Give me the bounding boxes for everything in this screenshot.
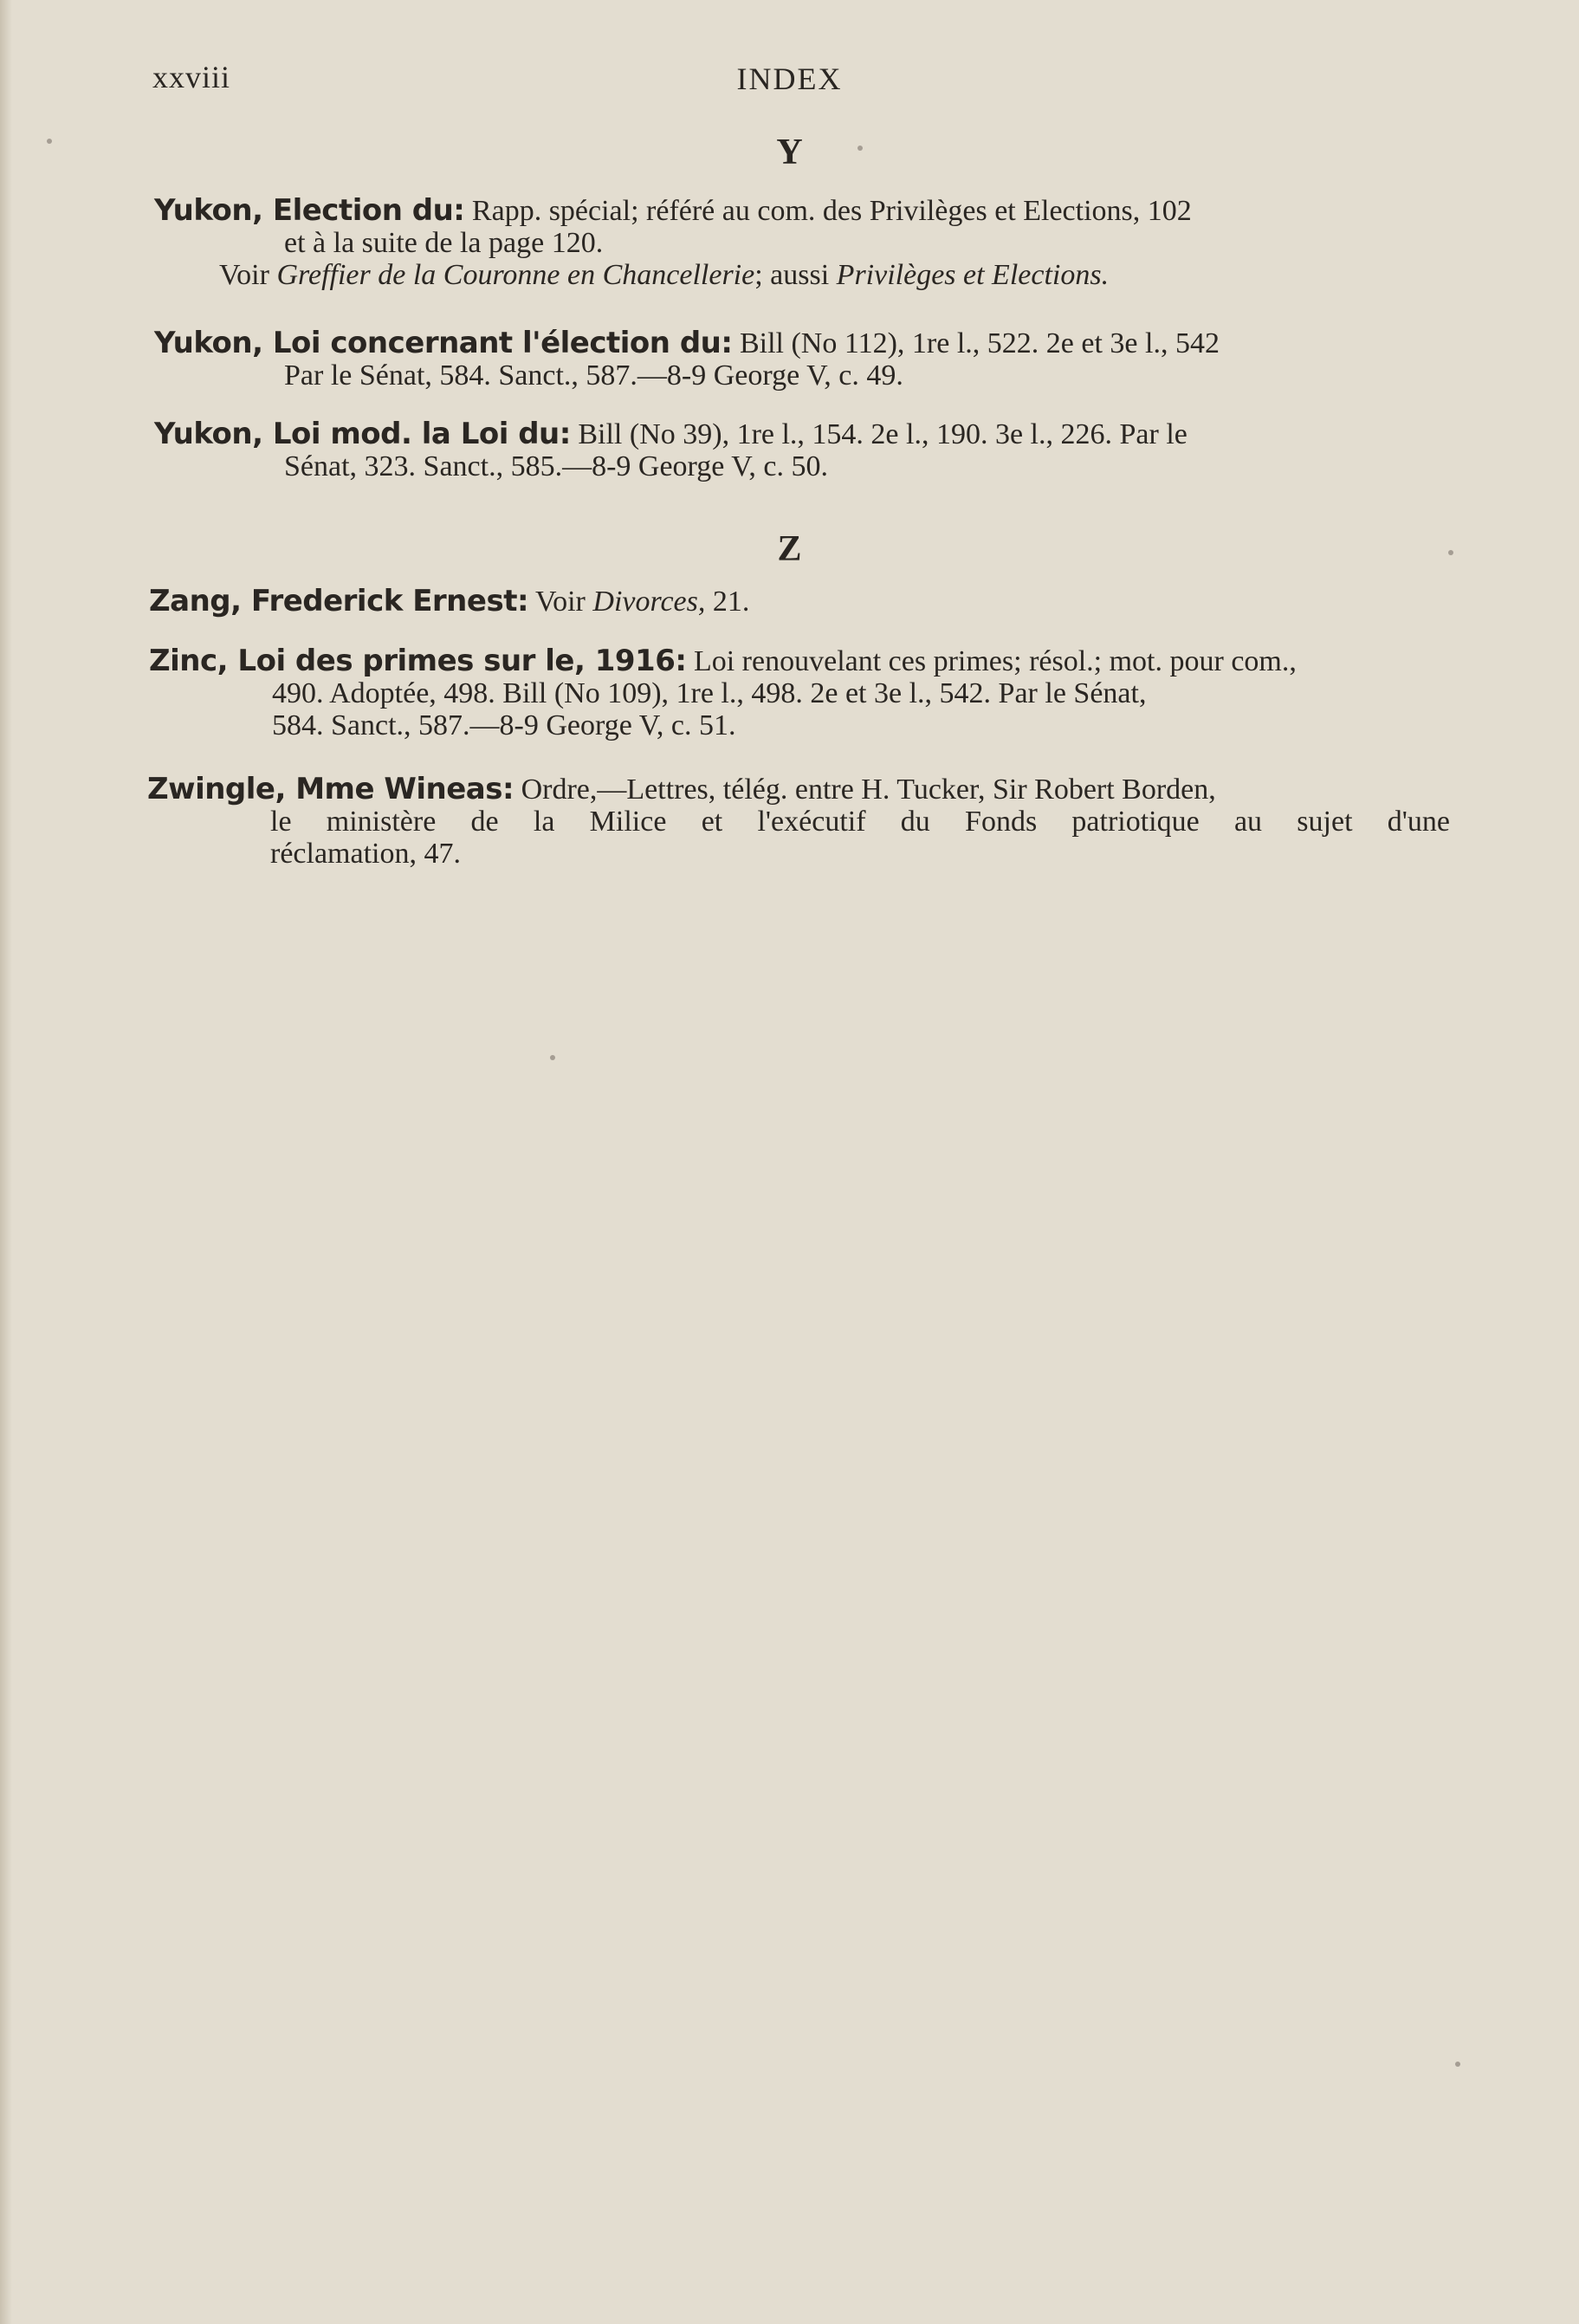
entry-text: Ordre,—Lettres, télég. entre H. Tucker, Sir Robert Borden,	[521, 774, 1216, 806]
see-reference: Privilèges et Elections.	[836, 259, 1110, 291]
entry-text: Loi renouvelant ces primes; résol.; mot. pour com.,	[693, 645, 1297, 677]
see-prefix: Voir	[219, 259, 269, 291]
entry-heading: Yukon, Loi mod. la Loi du:	[154, 417, 571, 451]
scan-speck	[550, 1055, 555, 1060]
index-entry	[149, 645, 1450, 741]
scan-speck	[857, 146, 863, 151]
index-entry	[149, 586, 1448, 618]
entry-continuation: Par le Sénat, 584. Sanct., 587.—8-9 George V, c. 49.	[284, 359, 903, 392]
entry-see-prefix: Voir	[534, 586, 586, 618]
entry-heading: Zang, Frederick Ernest:	[149, 584, 529, 618]
entry-continuation: réclamation, 47.	[270, 838, 461, 870]
entry-heading: Zwingle, Mme Wineas:	[147, 772, 514, 806]
index-entry	[154, 327, 1453, 392]
binding-shadow	[0, 0, 12, 2324]
index-entry	[147, 774, 1450, 870]
running-title: INDEX	[736, 61, 843, 96]
entry-see-tail: 21.	[712, 586, 750, 618]
see-reference: Greffier de la Couronne en Chancellerie	[276, 259, 755, 291]
entry-see-also	[154, 259, 1453, 291]
scan-speck	[1448, 550, 1453, 555]
entry-see-reference: Divorces,	[592, 586, 706, 618]
entry-continuation: 584. Sanct., 587.—8-9 George V, c. 51.	[272, 709, 736, 741]
scan-speck	[1455, 2062, 1460, 2067]
entry-continuation: et à la suite de la page 120.	[284, 227, 604, 259]
entry-continuation: le ministère de la Milice et l'exécutif du Fonds patriotique au sujet d'une	[270, 806, 1450, 838]
section-letter-y: Y	[776, 133, 803, 172]
index-entry	[154, 418, 1453, 482]
entry-heading: Yukon, Election du:	[154, 193, 465, 228]
entry-heading: Zinc, Loi des primes sur le, 1916:	[149, 644, 687, 678]
entry-text: Bill (No 39), 1re l., 154. 2e l., 190. 3e l., 226. Par le	[578, 418, 1187, 450]
entry-text: Rapp. spécial; référé au com. des Privilèges et Elections, 102	[471, 195, 1192, 227]
index-entry	[154, 195, 1453, 291]
running-head	[0, 59, 1579, 97]
page-number: xxviii	[152, 60, 231, 94]
entry-continuation: Sénat, 323. Sanct., 585.—8-9 George V, c. 50.	[284, 450, 828, 482]
section-letter-z: Z	[777, 529, 802, 569]
scan-speck	[47, 139, 52, 144]
entry-heading: Yukon, Loi concernant l'élection du:	[154, 326, 733, 360]
see-separator: ; aussi	[754, 259, 830, 291]
entry-text: Bill (No 112), 1re l., 522. 2e et 3e l., 542	[739, 327, 1220, 359]
entry-continuation: 490. Adoptée, 498. Bill (No 109), 1re l., 498. 2e et 3e l., 542. Par le Sénat,	[272, 677, 1147, 709]
